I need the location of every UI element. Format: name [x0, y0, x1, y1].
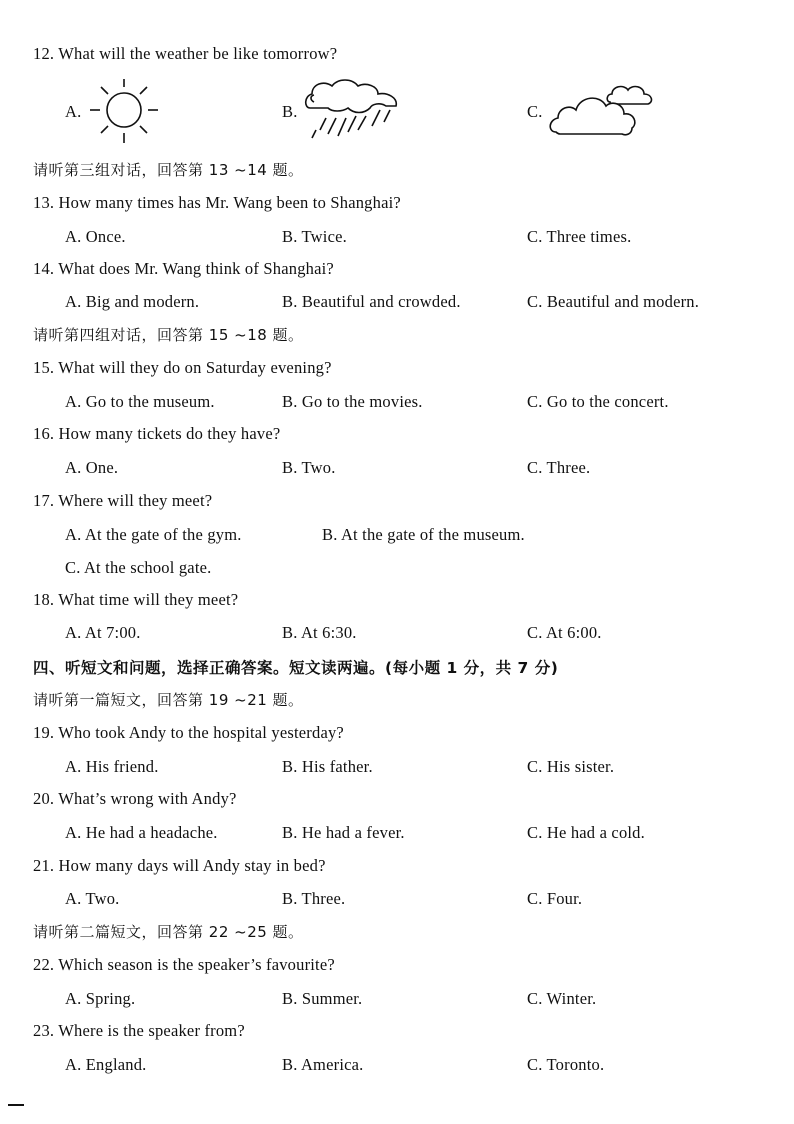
q16-option-b: B. Two.	[282, 458, 336, 477]
question-14: 14. What does Mr. Wang think of Shanghai?	[33, 259, 334, 278]
q14-option-a: A. Big and modern.	[65, 292, 200, 311]
instruction-passage-2: 请听第二篇短文，回答第 22 ~25 题。	[33, 923, 304, 941]
rain-cloud-icon	[300, 78, 406, 144]
q14-option-b: B. Beautiful and crowded.	[282, 292, 461, 311]
instruction-group-4: 请听第四组对话，回答第 15 ~18 题。	[33, 326, 304, 344]
q15-option-c: C. Go to the concert.	[527, 392, 669, 411]
q19-option-a: A. His friend.	[65, 757, 159, 776]
question-12: 12. What will the weather be like tomorrow?	[33, 44, 338, 63]
q14-option-c: C. Beautiful and modern.	[527, 292, 700, 311]
clouds-icon	[548, 82, 660, 142]
question-17: 17. Where will they meet?	[33, 491, 213, 510]
page-edge-rule	[8, 1104, 24, 1106]
question-21: 21. How many days will Andy stay in bed?	[33, 856, 326, 875]
q18-option-a: A. At 7:00.	[65, 623, 141, 642]
q13-option-c: C. Three times.	[527, 227, 632, 246]
q20-option-a: A. He had a headache.	[65, 823, 218, 842]
q12-option-b-label: B.	[282, 102, 298, 121]
q23-option-c: C. Toronto.	[527, 1055, 605, 1074]
q22-option-c: C. Winter.	[527, 989, 597, 1008]
question-22: 22. Which season is the speaker’s favourite?	[33, 955, 335, 974]
question-13: 13. How many times has Mr. Wang been to Shanghai?	[33, 193, 401, 212]
q21-option-c: C. Four.	[527, 889, 583, 908]
instruction-passage-1: 请听第一篇短文，回答第 19 ~21 题。	[33, 691, 304, 709]
q12-option-c-label: C.	[527, 102, 543, 121]
q16-option-a: A. One.	[65, 458, 119, 477]
q22-option-b: B. Summer.	[282, 989, 363, 1008]
q16-option-c: C. Three.	[527, 458, 591, 477]
question-20: 20. What’s wrong with Andy?	[33, 789, 237, 808]
q20-option-c: C. He had a cold.	[527, 823, 645, 842]
q12-option-a-label: A.	[65, 102, 82, 121]
q23-option-b: B. America.	[282, 1055, 364, 1074]
sun-icon	[84, 76, 164, 146]
section-4-heading: 四、听短文和问题，选择正确答案。短文读两遍。(每小题 1 分，共 7 分)	[33, 659, 559, 677]
q18-option-b: B. At 6:30.	[282, 623, 357, 642]
q21-option-b: B. Three.	[282, 889, 346, 908]
q21-option-a: A. Two.	[65, 889, 120, 908]
instruction-group-3: 请听第三组对话，回答第 13 ~14 题。	[33, 161, 304, 179]
q23-option-a: A. England.	[65, 1055, 147, 1074]
q19-option-c: C. His sister.	[527, 757, 615, 776]
q17-option-c: C. At the school gate.	[65, 558, 212, 577]
q17-option-b: B. At the gate of the museum.	[322, 525, 525, 544]
q13-option-b: B. Twice.	[282, 227, 347, 246]
q15-option-a: A. Go to the museum.	[65, 392, 215, 411]
q22-option-a: A. Spring.	[65, 989, 136, 1008]
q20-option-b: B. He had a fever.	[282, 823, 405, 842]
question-23: 23. Where is the speaker from?	[33, 1021, 245, 1040]
question-15: 15. What will they do on Saturday evening?	[33, 358, 332, 377]
question-19: 19. Who took Andy to the hospital yesterday?	[33, 723, 344, 742]
q15-option-b: B. Go to the movies.	[282, 392, 423, 411]
question-16: 16. How many tickets do they have?	[33, 424, 281, 443]
q19-option-b: B. His father.	[282, 757, 373, 776]
question-18: 18. What time will they meet?	[33, 590, 239, 609]
q17-option-a: A. At the gate of the gym.	[65, 525, 242, 544]
q13-option-a: A. Once.	[65, 227, 126, 246]
q18-option-c: C. At 6:00.	[527, 623, 602, 642]
